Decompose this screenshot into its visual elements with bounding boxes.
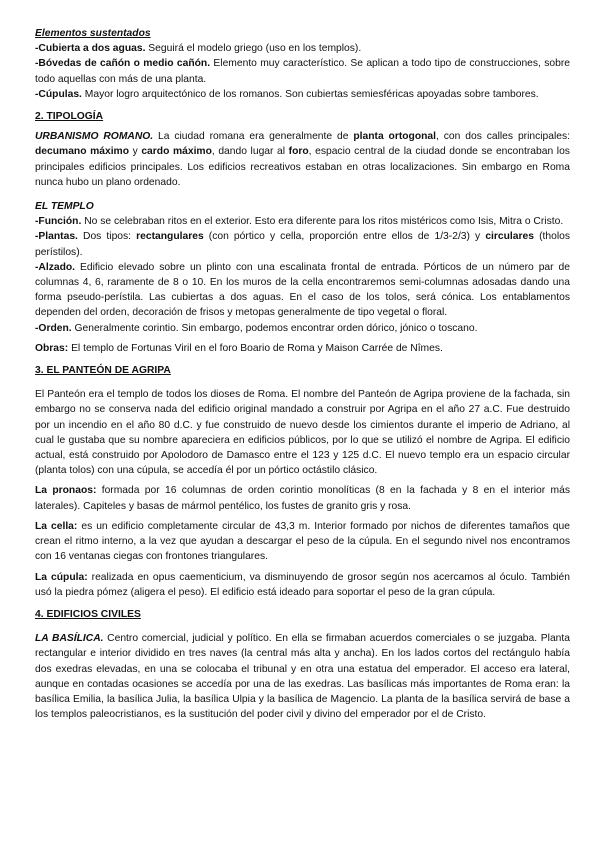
elementos-item-cupulas: -Cúpulas. Mayor logro arquitectónico de los romanos. Son cubiertas semiesféricas apoyadas sobre tambores. [35, 88, 539, 100]
templo-funcion: -Función. No se celebraban ritos en el exterior. Esto era diferente para los ritos mistéricos como Isis, Mitra o Cristo. [35, 216, 564, 228]
panteon-heading: 3. EL PANTEÓN DE AGRIPA [35, 365, 171, 377]
elementos-heading: Elementos sustentados [35, 28, 151, 39]
elementos-item-bovedas: -Bóvedas de cañón o medio cañón. Elemento muy característico. Se aplican a todo tipo de construcciones, sobre todo aquellas con más de una planta. [35, 58, 570, 85]
elementos-item-cubierta: -Cubierta a dos aguas. Seguirá el modelo griego (uso en los templos). [35, 43, 362, 55]
tipologia-heading: 2. TIPOLOGÍA [35, 111, 104, 123]
templo-orden: -Orden. Generalmente corintio. Sin embargo, podemos encontrar orden dórico, jónico o toscano. [35, 322, 478, 334]
panteon-cupula: La cúpula: realizada en opus caementicium, va disminuyendo de grosor según nos acercamos al óculo. También usó la piedra pómez (aligera el peso). El edificio está ideado para soportar el peso de la gran cúpula. [35, 571, 570, 598]
urbanismo-paragraph: URBANISMO ROMANO. La ciudad romana era generalmente de planta ortogonal, con dos calles principales: decumano máximo y cardo máximo, dando lugar al foro, espacio central de la ciudad donde se encontraban los principales edificios principales. Los edificios recreativos estaban en otras localizaciones. Sin embargo en Roma nunca hubo un plano ordenado. [35, 131, 571, 188]
templo-heading: EL TEMPLO [35, 201, 94, 213]
templo-plantas: -Plantas. Dos tipos: rectangulares (con pórtico y cella, proporción entre ellos de 1/3-2/3) y circulares (tholos perístilos). [35, 231, 570, 258]
templo-obras: Obras: El templo de Fortunas Viril en el foro Boario de Roma y Maison Carrée de Nîmes. [35, 342, 443, 354]
panteon-intro: El Panteón era el templo de todos los dioses de Roma. El nombre del Panteón de Agripa proviene de la fachada, sin embargo no se conserva nada del edificio original mandado a construir por Agripa en el año 27 a.C. Fue destruido por un incendio en el año 80 d.C. y fue construido de nuevo desde los cimientos durante el imperio de Adriano, al cual le gustaba que su nombre apareciera en edificios públicos, por lo que se utilizó el nombre de Agripa. El edificio actual, está construido por Apolodoro de Damasco entre el 123 y 125 d.C. El nuevo templo era un espacio circular (planta tolos) con una cúpula, se accedía él por un pórtico octástilo clásico. [35, 389, 570, 477]
templo-alzado: -Alzado. Edificio elevado sobre un plinto con una escalinata frontal de entrada. Pórticos de un número par de columnas 4, 6, raramente de 8 o 10. En los muros de la cella encontraremos semi-columnas adosadas dando una forma pseudo-perístila. Las cubiertas a dos aguas. En el caso de los tolos, será cónica. Los entablamentos dependen del orden, decoración de frisos y metopas generalmente de tipo vegetal o floral. [35, 261, 570, 319]
panteon-pronaos: La pronaos: formada por 16 columnas de orden corintio monolíticas (8 en la fachada y 8 en el interior más laterales). Capiteles y basas de mármol pentélico, los fustes de granito gris y rosa. [35, 485, 570, 512]
panteon-cella: La cella: es un edificio completamente circular de 43,3 m. Interior formado por nichos de diferentes tamaños que crean el ritmo interno, a la vez que ayudan a descargar el peso de la cúpula. En el segundo nivel nos encontramos con 16 ventanas ciegas con frontones triangulares. [35, 520, 570, 563]
civiles-heading: 4. EDIFICIOS CIVILES [35, 608, 141, 620]
basilica-paragraph: LA BASÍLICA. Centro comercial, judicial y político. En ella se firmaban acuerdos comerciales o se juzgaba. Planta rectangular e interior dividido en tres naves (la central más alta y ancha). En los lados cortos del rectángulo había dos exedras elevadas, en una se colocaba el tribunal y en otra una estatua del emperador. El acceso era lateral, aunque en contadas ocasiones se accedía por una de las exedras. Las basílicas más importantes de Roma eran: la basílica Emilia, la basílica Julia, la basílica Ulpia y la basílica de Magencio. La planta de la basílica servirá de base a los templos paleocristianos, es la sustitución del poder civil y divino del emperador por el de Cristo. [35, 633, 570, 721]
